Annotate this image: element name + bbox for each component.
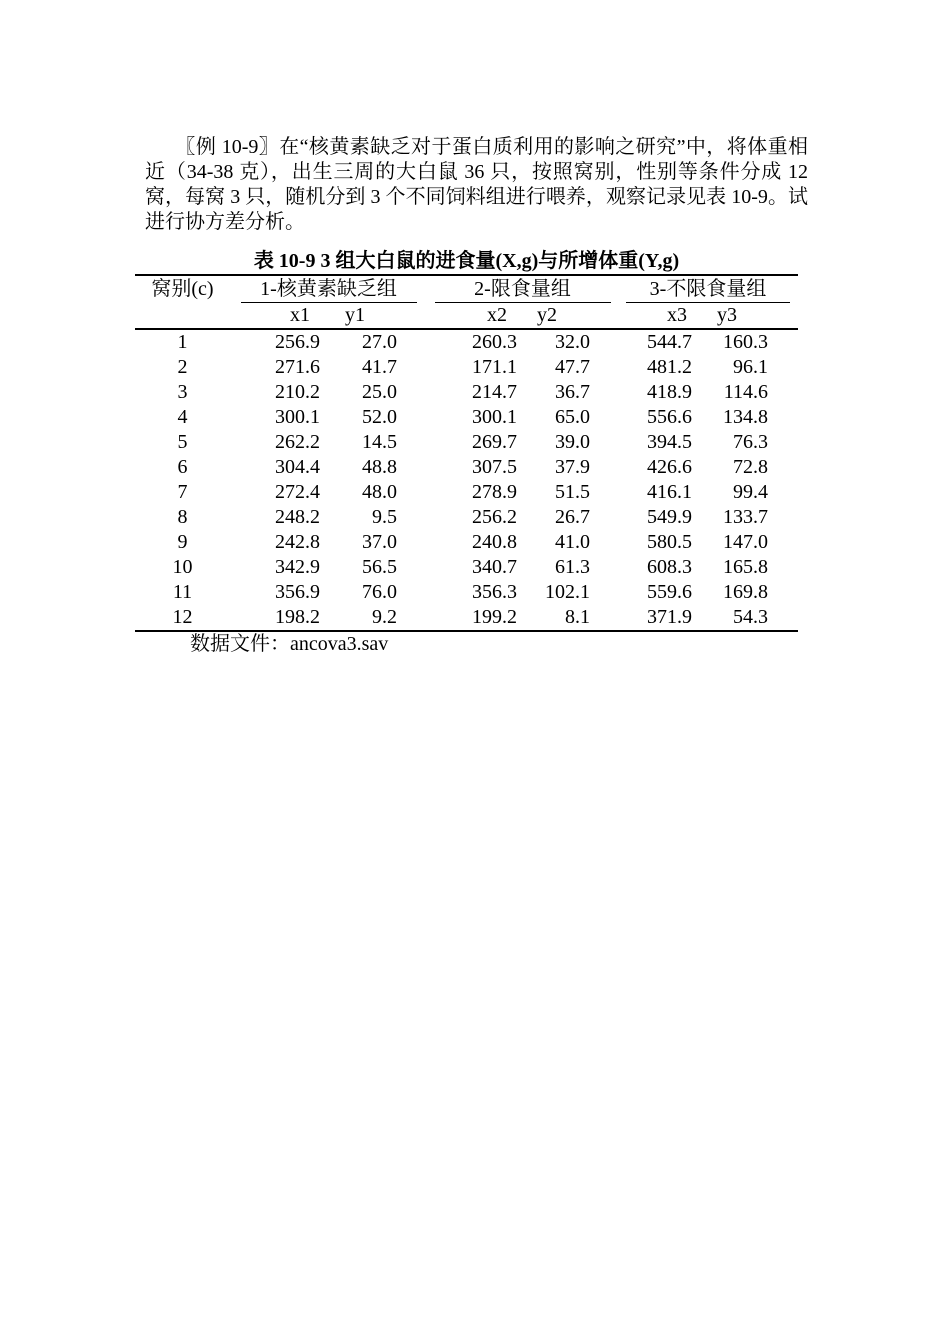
cell-y2: 37.9 xyxy=(555,456,590,478)
cell-y1: 56.5 xyxy=(362,556,397,578)
cell-x3: 549.9 xyxy=(647,506,692,528)
cell-x2: 300.1 xyxy=(472,406,517,428)
cell-y2: 36.7 xyxy=(555,381,590,403)
cell-group: 4 xyxy=(177,406,188,428)
cell-y3: 114.6 xyxy=(723,381,768,403)
subheader-x2: x2 xyxy=(487,304,507,326)
cell-x2: 307.5 xyxy=(472,456,517,478)
cell-x1: 248.2 xyxy=(275,506,320,528)
cell-x2: 356.3 xyxy=(472,581,517,603)
cell-x3: 426.6 xyxy=(647,456,692,478)
cell-x2: 278.9 xyxy=(472,481,517,503)
cell-x3: 394.5 xyxy=(647,431,692,453)
cell-group: 1 xyxy=(177,331,188,353)
cell-x1: 242.8 xyxy=(275,531,320,553)
subheader-x3: x3 xyxy=(667,304,687,326)
data-file-note: 数据文件：ancova3.sav xyxy=(190,633,389,655)
cell-y1: 48.0 xyxy=(362,481,397,503)
cell-y3: 133.7 xyxy=(723,506,768,528)
group-header-2-label: 2-限食量组 xyxy=(435,276,611,303)
cell-y3: 96.1 xyxy=(733,356,768,378)
cell-x1: 356.9 xyxy=(275,581,320,603)
table-header-row xyxy=(135,275,798,303)
cell-y3: 99.4 xyxy=(733,481,768,503)
table-row xyxy=(135,430,798,455)
cell-y1: 14.5 xyxy=(362,431,397,453)
cell-group: 2 xyxy=(177,356,188,378)
group-header-3-label: 3-不限食量组 xyxy=(626,276,790,303)
cell-y3: 160.3 xyxy=(723,331,768,353)
cell-x1: 210.2 xyxy=(275,381,320,403)
subheader-y1: y1 xyxy=(345,304,365,326)
cell-x2: 214.7 xyxy=(472,381,517,403)
cell-x2: 199.2 xyxy=(472,606,517,628)
cell-y1: 9.5 xyxy=(372,506,397,528)
cell-x2: 269.7 xyxy=(472,431,517,453)
cell-y2: 32.0 xyxy=(555,331,590,353)
table-row xyxy=(135,605,798,631)
cell-x3: 580.5 xyxy=(647,531,692,553)
example-paragraph-text: 〖例 10-9〗在“核黄素缺乏对于蛋白质利用的影响之研究”中，将体重相近（34-38 克），出生三周的大白鼠 36 只，按照窝别，性别等条件分成 12 窝，每窝 3 只，随机分到 3 个不同饲料组进行喂养，观察记录见表 10-9。试进行协方差分析。 xyxy=(145,136,808,233)
subheader-y3: y3 xyxy=(717,304,737,326)
cell-x3: 416.1 xyxy=(647,481,692,503)
data-table xyxy=(135,274,798,632)
example-paragraph xyxy=(145,135,808,235)
cell-x1: 304.4 xyxy=(275,456,320,478)
table-row xyxy=(135,455,798,480)
cell-x2: 340.7 xyxy=(472,556,517,578)
cell-y1: 25.0 xyxy=(362,381,397,403)
table-row xyxy=(135,555,798,580)
cell-x3: 371.9 xyxy=(647,606,692,628)
cell-x1: 300.1 xyxy=(275,406,320,428)
cell-x3: 544.7 xyxy=(647,331,692,353)
cell-y1: 76.0 xyxy=(362,581,397,603)
cell-x2: 260.3 xyxy=(472,331,517,353)
cell-x2: 171.1 xyxy=(472,356,517,378)
group-header-1 xyxy=(230,275,427,303)
cell-group: 6 xyxy=(177,456,188,478)
cell-x3: 608.3 xyxy=(647,556,692,578)
cell-group: 3 xyxy=(177,381,188,403)
cell-y2: 8.1 xyxy=(565,606,590,628)
cell-y1: 37.0 xyxy=(362,531,397,553)
row-header: 窝别(c) xyxy=(151,278,214,300)
cell-x3: 559.6 xyxy=(647,581,692,603)
cell-y2: 61.3 xyxy=(555,556,590,578)
cell-y3: 72.8 xyxy=(733,456,768,478)
cell-x2: 256.2 xyxy=(472,506,517,528)
cell-y1: 27.0 xyxy=(362,331,397,353)
cell-y2: 26.7 xyxy=(555,506,590,528)
cell-group: 11 xyxy=(172,581,193,603)
cell-y3: 165.8 xyxy=(723,556,768,578)
table-row xyxy=(135,580,798,605)
group-header-3 xyxy=(618,275,798,303)
cell-x2: 240.8 xyxy=(472,531,517,553)
cell-y2: 47.7 xyxy=(555,356,590,378)
cell-y1: 48.8 xyxy=(362,456,397,478)
cell-x1: 262.2 xyxy=(275,431,320,453)
cell-x1: 272.4 xyxy=(275,481,320,503)
cell-x3: 418.9 xyxy=(647,381,692,403)
group-header-1-label: 1-核黄素缺乏组 xyxy=(241,276,417,303)
table-caption: 表 10-9 3 组大白鼠的进食量(X,g)与所增体重(Y,g) xyxy=(253,250,680,272)
cell-group: 8 xyxy=(177,506,188,528)
cell-x3: 481.2 xyxy=(647,356,692,378)
cell-y2: 65.0 xyxy=(555,406,590,428)
table-row xyxy=(135,480,798,505)
cell-y1: 41.7 xyxy=(362,356,397,378)
table-row xyxy=(135,355,798,380)
table-subheader-row xyxy=(135,303,798,329)
cell-y2: 102.1 xyxy=(545,581,590,603)
cell-x1: 198.2 xyxy=(275,606,320,628)
cell-group: 9 xyxy=(177,531,188,553)
table-row xyxy=(135,380,798,405)
cell-y3: 134.8 xyxy=(723,406,768,428)
cell-x1: 342.9 xyxy=(275,556,320,578)
cell-group: 7 xyxy=(177,481,188,503)
cell-y3: 54.3 xyxy=(733,606,768,628)
table-body xyxy=(135,329,798,631)
cell-y1: 9.2 xyxy=(372,606,397,628)
cell-y3: 169.8 xyxy=(723,581,768,603)
subheader-empty xyxy=(135,303,230,329)
cell-x3: 556.6 xyxy=(647,406,692,428)
table-row xyxy=(135,530,798,555)
cell-y3: 76.3 xyxy=(733,431,768,453)
table-row xyxy=(135,405,798,430)
cell-y2: 39.0 xyxy=(555,431,590,453)
cell-y2: 51.5 xyxy=(555,481,590,503)
cell-y3: 147.0 xyxy=(723,531,768,553)
group-header-2 xyxy=(427,275,618,303)
table-row xyxy=(135,329,798,355)
subheader-x1: x1 xyxy=(290,304,310,326)
cell-x1: 271.6 xyxy=(275,356,320,378)
cell-y2: 41.0 xyxy=(555,531,590,553)
table-row xyxy=(135,505,798,530)
cell-group: 10 xyxy=(172,556,193,578)
cell-y1: 52.0 xyxy=(362,406,397,428)
cell-group: 12 xyxy=(172,606,193,628)
cell-x1: 256.9 xyxy=(275,331,320,353)
subheader-y2: y2 xyxy=(537,304,557,326)
cell-group: 5 xyxy=(177,431,188,453)
